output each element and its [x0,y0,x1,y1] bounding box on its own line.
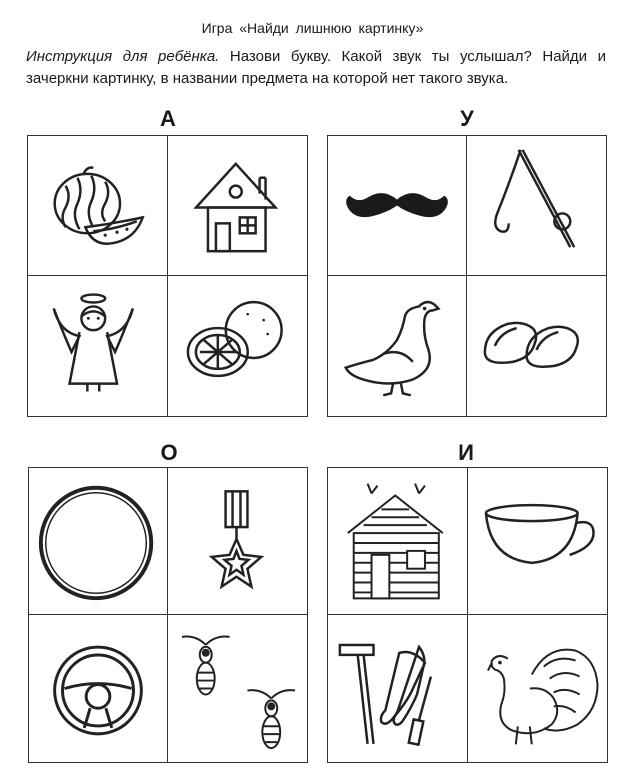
cell-fishing-rod[interactable] [467,136,606,276]
letter-o: О [160,440,178,465]
instruction-text: Назови букву. Какой звук ты услышал? Найди и зачеркни картинку, в названии предмета на которой нет такого звука. [26,48,606,87]
mustache-icon [328,136,466,275]
ring-icon [29,468,167,614]
cell-watermelon[interactable] [28,136,168,276]
letter-u: У [460,106,474,131]
cell-ring[interactable] [29,468,168,615]
instruction-lead: Инструкция для ребёнка. [26,48,220,65]
cell-orange[interactable] [168,276,308,416]
group-a-grid [27,135,308,417]
wasps-icon [168,615,307,762]
cup-icon [468,468,608,614]
medal-icon [168,468,307,614]
cell-wasps[interactable] [168,615,307,762]
watermelon-icon [28,136,167,275]
log-hut-icon [328,468,467,614]
angel-icon [28,276,167,416]
group-u-grid [327,135,607,417]
cell-slippers[interactable] [467,276,606,416]
cell-log-hut[interactable] [328,468,468,615]
cell-cup[interactable] [468,468,608,615]
cell-tools[interactable] [328,615,468,762]
cell-medal[interactable] [168,468,307,615]
duck-icon [328,276,466,416]
tools-icon [328,615,467,762]
orange-icon [168,276,308,416]
cell-angel[interactable] [28,276,168,416]
group-o-grid [28,467,308,763]
steering-wheel-icon [29,615,167,762]
cell-steering-wheel[interactable] [29,615,168,762]
cell-duck[interactable] [328,276,467,416]
instruction [26,46,606,90]
letter-i: И [458,440,474,465]
cell-house[interactable] [168,136,308,276]
letter-a: А [160,106,176,131]
cell-turkey[interactable] [468,615,608,762]
turkey-icon [468,615,608,762]
slippers-icon [467,276,606,416]
cell-mustache[interactable] [328,136,467,276]
house-icon [168,136,308,275]
group-i-grid [327,467,608,763]
page-title: Игра «Найди лишнюю картинку» [201,20,424,36]
fishing-rod-icon [467,136,606,275]
